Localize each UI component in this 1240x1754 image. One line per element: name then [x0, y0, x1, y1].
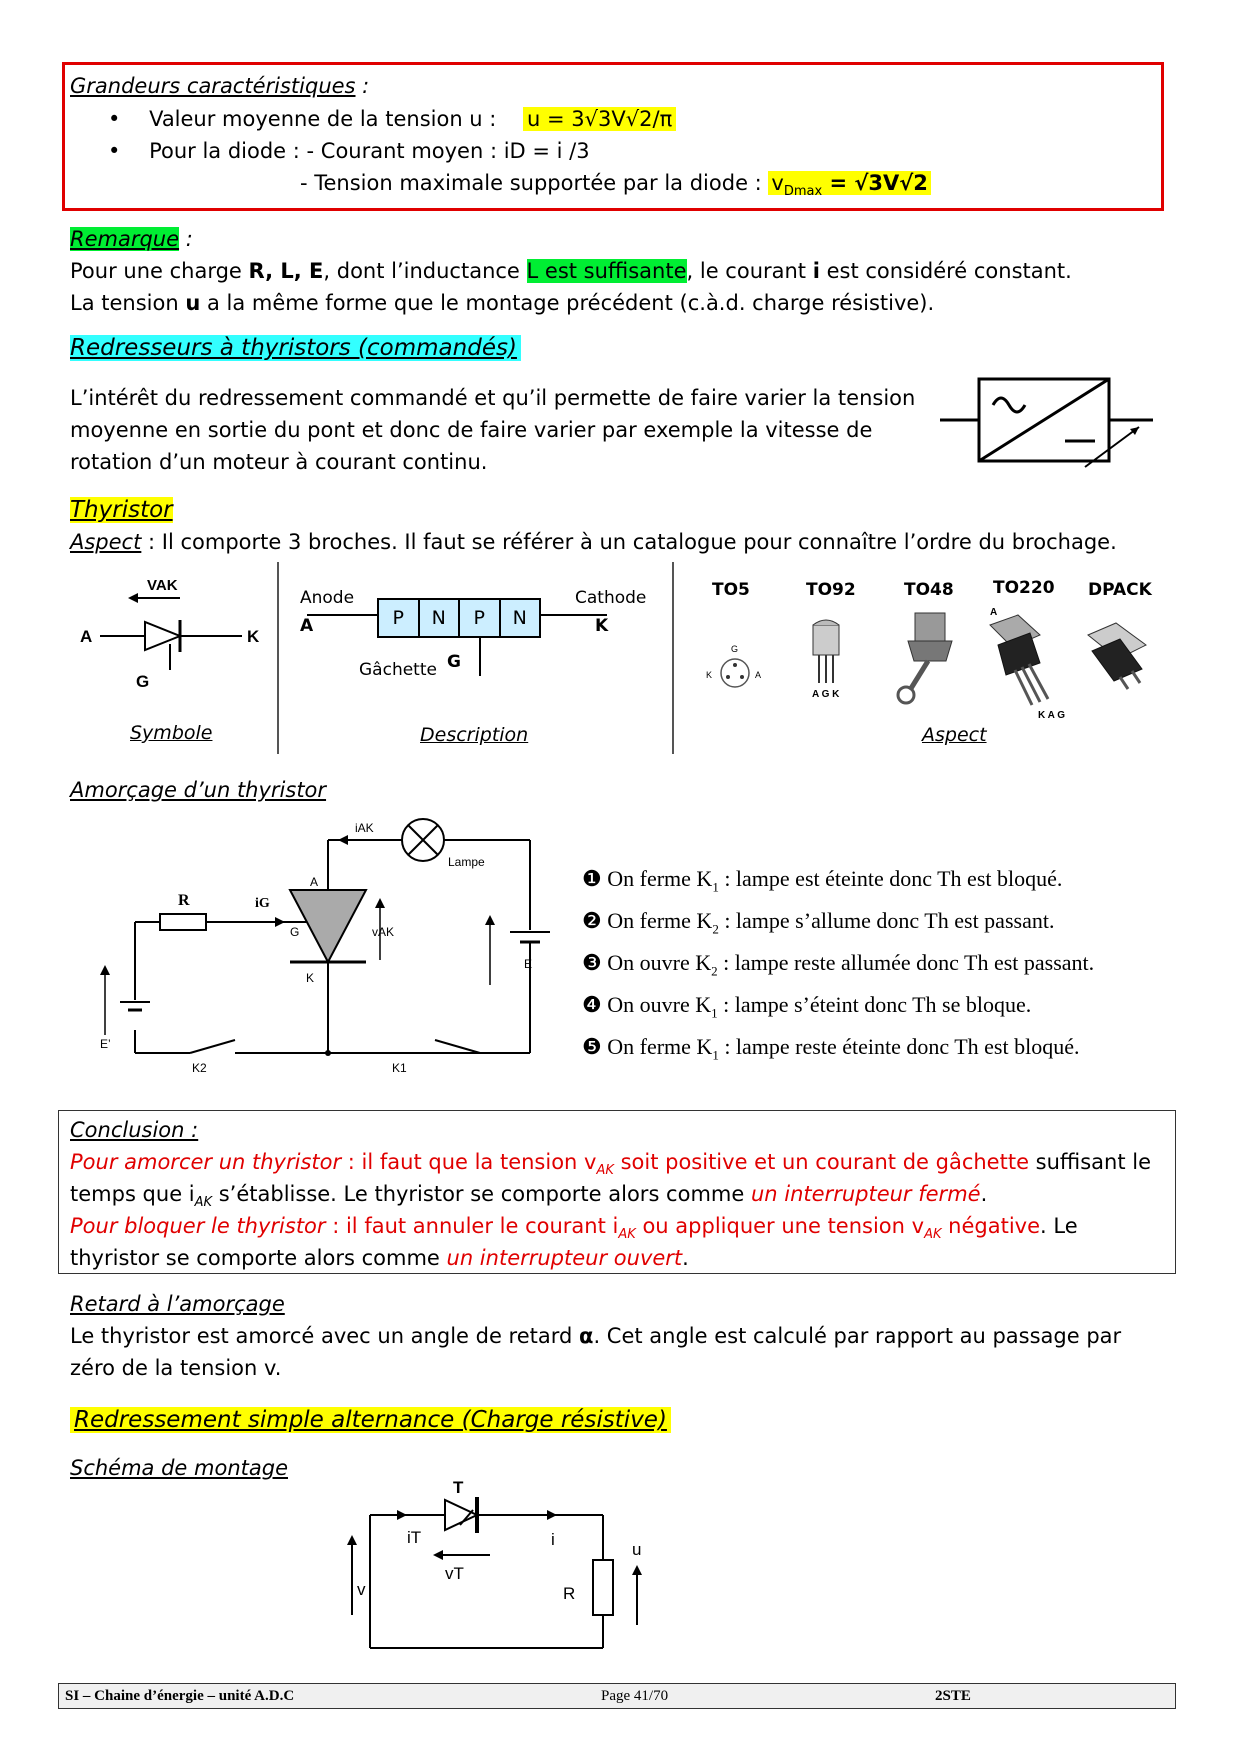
aspect-label: Aspect — [70, 530, 142, 554]
step-3: ❸ On ouvre $K_2$ : lampe reste allumée donc Th est passant. — [582, 949, 1095, 979]
column-divider — [672, 562, 674, 754]
to5-k-label: K — [706, 670, 713, 680]
simple-rectifier-circuit — [345, 1475, 665, 1660]
simple-title-line — [70, 1404, 671, 1436]
desc-cathode-label: Cathode — [575, 588, 647, 608]
symbol-a-label: A — [80, 627, 93, 646]
remarque-title: Remarque — [70, 227, 180, 251]
desc-g-label: G — [447, 652, 461, 672]
symbol-vak-label: VAK — [147, 577, 178, 594]
amorcage-title: Amorçage d’un thyristor — [70, 778, 327, 802]
simple-t-label: T — [453, 1478, 464, 1497]
page-footer — [58, 1683, 1176, 1709]
aspect-caption: Aspect — [922, 724, 987, 746]
column-divider — [277, 562, 279, 754]
bullet-icon: • — [108, 139, 121, 163]
to5-g-label: G — [731, 644, 739, 654]
redresseurs-line-3: rotation d’un moteur à courant continu. — [70, 450, 488, 474]
circuit-lampe-label: Lampe — [448, 855, 485, 869]
footer-right: 2STE — [935, 1688, 971, 1704]
bullet2-label: Pour la diode : - Courant moyen : — [149, 139, 504, 163]
description-caption: Description — [420, 724, 529, 746]
amorcage-circuit-diagram — [80, 810, 570, 1085]
step-1: ❶ On ferme $K_1$ : lampe est éteinte donc Th est bloqué. — [582, 866, 1063, 895]
conclusion-line-1: Pour amorcer un thyristor : il faut que la tension $v_{AK}$ soit positive et un courant de gâchette suffisant le — [70, 1150, 1152, 1179]
redresseurs-line-2: moyenne en sortie du pont et donc de faire varier par exemple la vitesse de — [70, 418, 873, 442]
simple-i-label: i — [551, 1530, 555, 1549]
step-2: ❷ On ferme $K_2$ : lampe s’allume donc Th est passant. — [582, 907, 1055, 937]
to220-icon — [990, 607, 1065, 721]
package-to220-label: TO220 — [993, 578, 1055, 598]
symbol-caption: Symbole — [130, 722, 213, 744]
symbol-g-label: G — [136, 672, 150, 691]
aspect-text: : Il comporte 3 broches. Il faut se référer à un catalogue pour connaître l’ordre du brochage. — [141, 530, 1117, 554]
to92-pins-label: A G K — [812, 689, 840, 700]
layer-p1: P — [379, 600, 420, 636]
circuit-eprime-label: E’ — [100, 1037, 111, 1051]
package-illustrations — [700, 605, 1170, 721]
simple-it-label: iT — [407, 1528, 422, 1547]
circuit-k1-label: K1 — [392, 1061, 407, 1075]
amorcage-steps-list — [582, 862, 1094, 1071]
remarque-line-2: La tension u a la même forme que le montage précédent (c.à.d. charge résistive). — [70, 291, 935, 315]
grandeurs-title: Grandeurs caractéristiques — [70, 74, 356, 98]
to5-a-label: A — [755, 670, 762, 680]
symbol-k-label: K — [247, 627, 260, 646]
pnpn-layers — [377, 598, 541, 638]
remarque-line-1: Pour une charge R, L, E, dont l’inductance L est suffisante, le courant i est considéré constant. — [70, 259, 1072, 283]
retard-line-1: Le thyristor est amorcé avec un angle de retard α. Cet angle est calculé par rapport au passage par — [70, 1324, 1122, 1348]
schema-title: Schéma de montage — [70, 1456, 288, 1480]
bullet2-value: iD = i /3 — [503, 139, 590, 163]
retard-title: Retard à l’amorçage — [70, 1292, 285, 1316]
simple-r-label: R — [563, 1584, 576, 1603]
circuit-k2-label: K2 — [192, 1061, 207, 1075]
layer-n2: N — [512, 607, 527, 629]
to220-a-label: A — [990, 607, 998, 618]
remarque-title-line — [70, 223, 193, 255]
step-5: ❺ On ferme $K_1$ : lampe reste éteinte donc Th est bloqué. — [582, 1033, 1080, 1062]
thyristor-symbol-diagram — [70, 570, 270, 690]
line3-label: - Tension maximale supportée par la diode : — [300, 171, 769, 195]
retard-line-2: zéro de la tension v. — [70, 1356, 282, 1380]
line3-value: $v_{Dmax} = √3V√2$ — [768, 171, 931, 195]
grandeurs-line-3 — [300, 167, 931, 208]
to220-pins-label: K A G — [1038, 710, 1066, 721]
package-to5-label: TO5 — [712, 580, 750, 600]
remarque-colon: : — [179, 227, 193, 251]
conclusion-line-3: Pour bloquer le thyristor : il faut annuler le courant $i_{AK}$ ou appliquer une tension $v_{AK}$ négative. Le — [70, 1214, 1078, 1243]
package-to92-label: TO92 — [806, 580, 856, 600]
bullet1-value: u = 3√3V√2/π — [523, 107, 676, 131]
thyristor-description-diagram — [297, 586, 657, 686]
layer-n1: N — [420, 600, 461, 636]
thyristor-title: Thyristor — [70, 497, 173, 523]
desc-gachette-label: Gâchette — [359, 660, 437, 680]
package-dpack-label: DPACK — [1088, 580, 1152, 600]
grandeurs-bullet-1 — [108, 103, 676, 135]
grandeurs-title-line — [70, 70, 369, 102]
simple-u-label: u — [632, 1540, 642, 1559]
grandeurs-bullet-2 — [108, 135, 590, 167]
redresseurs-title-line — [70, 332, 521, 364]
conclusion-title: Conclusion : — [70, 1118, 199, 1142]
circuit-r-label: R — [178, 892, 190, 909]
desc-anode-label: Anode — [300, 588, 355, 608]
dpack-icon — [1088, 623, 1146, 689]
circuit-ig-label: iG — [255, 896, 270, 911]
circuit-g-label: G — [290, 925, 300, 939]
simple-vt-label: vT — [445, 1564, 464, 1583]
circuit-e-label: E — [524, 957, 533, 971]
desc-k-label: K — [595, 616, 609, 636]
circuit-vak-label: vAK — [372, 925, 395, 939]
simple-title: Redressement simple alternance (Charge résistive) — [70, 1407, 671, 1433]
grandeurs-colon: : — [355, 74, 370, 98]
footer-left: SI – Chaine d’énergie – unité A.D.C — [65, 1688, 295, 1704]
circuit-iak-label: iAK — [355, 821, 374, 835]
to5-icon — [706, 644, 761, 687]
step-4: ❹ On ouvre $K_1$ : lampe s’éteint donc Th se bloque. — [582, 991, 1032, 1021]
footer-page-number: Page 41/70 — [601, 1688, 669, 1704]
simple-v-label: v — [357, 1580, 366, 1599]
desc-a-label: A — [300, 616, 314, 636]
thyristor-aspect-line — [70, 526, 1117, 558]
thyristor-title-line — [70, 494, 173, 526]
bullet-icon: • — [108, 107, 121, 131]
to48-icon — [898, 613, 952, 703]
package-to48-label: TO48 — [904, 580, 954, 600]
circuit-k-label: K — [306, 971, 315, 985]
circuit-a-label: A — [310, 875, 319, 889]
redresseurs-title: Redresseurs à thyristors (commandés) — [70, 335, 521, 361]
conclusion-line-2: temps que $i_{AK}$ s’établisse. Le thyristor se comporte alors comme un interrupteur fermé. — [70, 1182, 988, 1211]
layer-p2: P — [460, 600, 501, 636]
to92-icon — [812, 620, 840, 700]
conclusion-line-4: thyristor se comporte alors comme un interrupteur ouvert. — [70, 1246, 689, 1270]
controlled-converter-symbol — [935, 375, 1157, 475]
redresseurs-line-1: L’intérêt du redressement commandé et qu’il permette de faire varier la tension — [70, 386, 916, 410]
bullet1-label: Valeur moyenne de la tension u : — [149, 107, 497, 131]
